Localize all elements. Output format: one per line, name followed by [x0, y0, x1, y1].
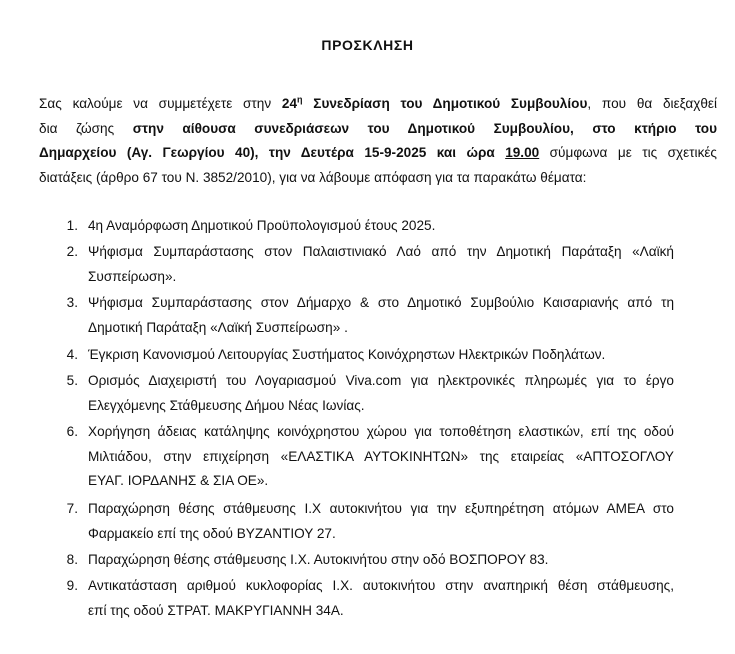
item-number: 3.	[66, 295, 78, 310]
intro-text: Σας καλούμε να συμμετέχετε στην	[39, 96, 282, 111]
intro-text: , που θα διεξαχθεί	[587, 96, 717, 111]
item-line: Μιλτιάδου, στην επιχείρηση «ΕΛΑΣΤΙΚΑ ΑΥΤΟΚΙΝΗΤΩΝ» της εταιρείας «ΑΠΤΟΣΟΓΛΟΥ	[88, 448, 674, 464]
intro-text: σύμφωνα με τις σχετικές	[539, 145, 717, 161]
item-text	[88, 240, 674, 289]
item-number: 9.	[66, 578, 78, 593]
item-text	[88, 420, 674, 494]
item-line: Φαρμακείο επί της οδού ΒΥΖΑΝΤΙΟΥ 27.	[88, 525, 336, 541]
item-line: Ψήφισμα Συμπαράστασης στον Δήμαρχο & στο Δημοτικό Συμβούλιο Καισαριανής από τη	[88, 295, 674, 310]
item-text	[88, 574, 674, 623]
item-line: Ελεγχόμενης Στάθμευσης Δήμου Νέας Ιωνίας.	[88, 397, 365, 413]
intro-text: δια ζώσης	[39, 120, 133, 136]
meeting-date: Δημαρχείου (Αγ. Γεωργίου 40), την Δευτέρα 15-9-2025 και ώρα	[39, 145, 506, 161]
document-title: ΠΡΟΣΚΛΗΣΗ	[321, 37, 414, 53]
item-line: 4η Αναμόρφωση Δημοτικού Προϋπολογισμού έτους 2025.	[88, 218, 436, 233]
item-text	[88, 343, 674, 368]
item-number: 6.	[66, 424, 78, 439]
item-line: Αντικατάσταση αριθμού κυκλοφορίας Ι.Χ. αυτοκινήτου στην αναπηρική θέση στάθμευσης,	[88, 578, 674, 593]
item-text	[88, 548, 674, 573]
meeting-time: 19.00	[505, 145, 540, 161]
item-line: Χορήγηση άδειας κατάληψης κοινόχρηστου χώρου για τοποθέτηση ελαστικών, επί της οδού	[88, 424, 674, 439]
item-line: επί της οδού ΣΤΡΑΤ. ΜΑΚΡΥΓΙΑΝΝΗ 34Α.	[88, 602, 344, 618]
item-text	[88, 369, 674, 418]
ordinal-suffix: η	[297, 94, 303, 105]
session-ordinal: 24	[281, 96, 298, 111]
item-line: Ορισμός Διαχειριστή του Λογαριασμού Viva.com για ηλεκτρονικές πληρωμές για το έργο	[88, 373, 674, 388]
meeting-venue: στην αίθουσα συνεδριάσεων του Δημοτικού Συμβουλίου, στο κτήριο του	[132, 120, 717, 136]
item-number: 1.	[66, 218, 78, 233]
item-number: 8.	[66, 552, 78, 567]
intro-line-4: διατάξεις (άρθρο 67 του Ν. 3852/2010), για να λάβουμε απόφαση για τα παρακάτω θέματα:	[39, 169, 587, 185]
item-line: Παραχώρηση θέσης στάθμευσης Ι.Χ. Αυτοκινήτου στην οδό ΒΟΣΠΟΡΟΥ 83.	[88, 552, 549, 567]
item-line: Ψήφισμα Συμπαράστασης στον Παλαιστινιακό Λαό από την Δημοτική Παράταξη «Λαϊκή	[88, 244, 674, 259]
item-text	[88, 291, 674, 340]
item-number: 4.	[66, 347, 78, 362]
item-line: ΕΥΑΓ. ΙΟΡΔΑΝΗΣ & ΣΙΑ ΟΕ».	[88, 473, 269, 489]
item-text	[88, 497, 674, 546]
item-line: Έγκριση Κανονισμού Λειτουργίας Συστήματος Κοινόχρηστων Ηλεκτρικών Ποδηλάτων.	[88, 347, 606, 362]
item-line: Συσπείρωση».	[88, 268, 177, 284]
item-line: Δημοτική Παράταξη «Λαϊκή Συσπείρωση» .	[88, 319, 348, 335]
item-number: 7.	[66, 501, 78, 516]
item-number: 5.	[66, 373, 78, 388]
session-name: Συνεδρίαση του Δημοτικού Συμβουλίου	[302, 96, 588, 111]
item-number: 2.	[66, 244, 78, 259]
item-text	[88, 214, 674, 239]
item-line: Παραχώρηση θέσης στάθμευσης Ι.Χ αυτοκινήτου για την εξυπηρέτηση ατόμων ΑΜΕΑ στο	[88, 501, 674, 516]
